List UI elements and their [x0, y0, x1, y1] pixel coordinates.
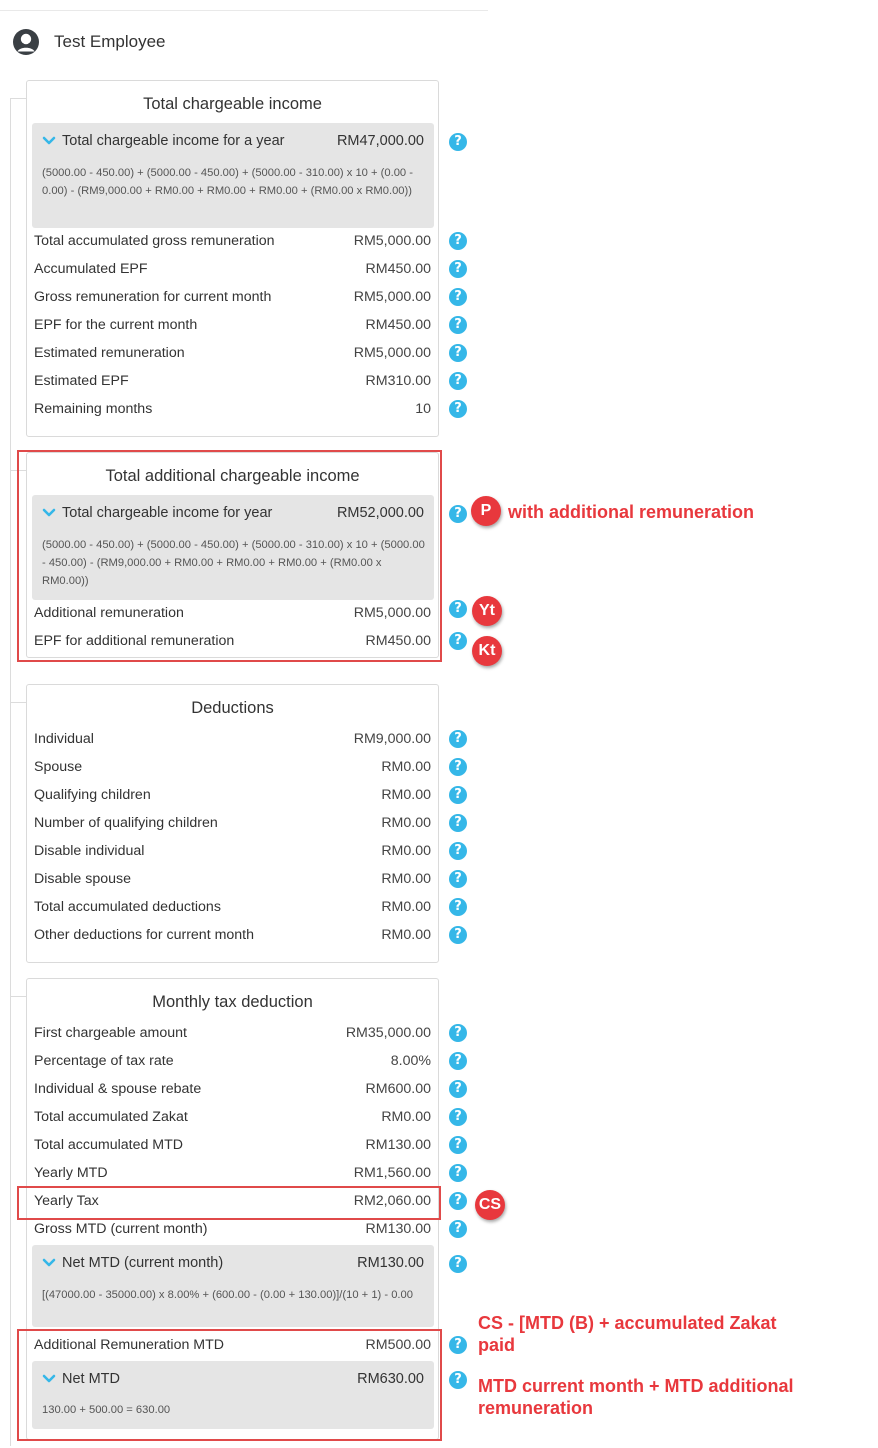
row-spouse — [34, 759, 431, 775]
row-label: EPF for the current month — [34, 317, 198, 333]
row-label: Total accumulated Zakat — [34, 1109, 188, 1125]
group-header[interactable] — [42, 133, 424, 149]
row-value: RM9,000.00 — [353, 731, 431, 747]
row-gross-current-month — [34, 289, 431, 305]
row-label: Estimated remuneration — [34, 345, 185, 361]
row-label: Qualifying children — [34, 787, 151, 803]
help-icon[interactable]: ? — [449, 814, 467, 832]
row-disable-individual — [34, 843, 431, 859]
row-label: Gross MTD (current month) — [34, 1221, 208, 1237]
chevron-down-icon[interactable] — [42, 136, 56, 146]
row-label: Individual — [34, 731, 94, 747]
row-disable-spouse — [34, 871, 431, 887]
row-label: Total accumulated gross remuneration — [34, 233, 275, 249]
row-label: Yearly Tax — [34, 1193, 99, 1209]
user-circle-icon — [12, 28, 40, 56]
help-icon[interactable]: ? — [449, 842, 467, 860]
annotation-note-p: with additional remuneration — [508, 502, 755, 522]
row-label: Number of qualifying children — [34, 815, 218, 831]
help-icon[interactable]: ? — [449, 870, 467, 888]
help-icon[interactable]: ? — [449, 730, 467, 748]
help-icon[interactable]: ? — [449, 926, 467, 944]
help-icon[interactable]: ? — [449, 1164, 467, 1182]
row-percentage-tax-rate — [34, 1053, 431, 1069]
row-label: Remaining months — [34, 401, 153, 417]
help-icon[interactable]: ? — [449, 632, 467, 650]
chevron-down-icon[interactable] — [42, 1258, 56, 1268]
row-total-accumulated-mtd — [34, 1137, 431, 1153]
group-chargeable-year[interactable] — [32, 123, 434, 228]
annotation-badge-cs: CS — [475, 1190, 505, 1220]
row-label: First chargeable amount — [34, 1025, 187, 1041]
row-other-deductions — [34, 927, 431, 943]
group-label: Total chargeable income for a year — [62, 133, 285, 149]
help-icon[interactable]: ? — [449, 758, 467, 776]
tree-tick — [10, 98, 26, 99]
group-label: Total chargeable income for year — [62, 505, 273, 521]
top-divider — [0, 10, 488, 11]
row-value: RM5,000.00 — [353, 233, 431, 249]
row-value: RM130.00 — [365, 1221, 431, 1237]
row-label: Other deductions for current month — [34, 927, 255, 943]
row-accumulated-gross — [34, 233, 431, 249]
card-title: Total chargeable income — [143, 95, 322, 113]
row-value: RM600.00 — [365, 1081, 431, 1097]
help-icon[interactable]: ? — [449, 1136, 467, 1154]
help-icon[interactable]: ? — [449, 1080, 467, 1098]
row-label: Additional Remuneration MTD — [34, 1337, 225, 1353]
card-chargeable-income — [26, 80, 439, 437]
row-qualifying-children — [34, 787, 431, 803]
row-yearly-mtd — [34, 1165, 431, 1181]
row-value: 8.00% — [390, 1053, 431, 1069]
row-value: RM0.00 — [381, 871, 431, 887]
group-label: Net MTD (current month) — [62, 1255, 224, 1271]
row-value: RM5,000.00 — [353, 345, 431, 361]
annotation-badge-p: P — [471, 496, 501, 526]
row-label: Individual & spouse rebate — [34, 1081, 202, 1097]
group-header[interactable] — [42, 1255, 424, 1271]
group-value: RM47,000.00 — [336, 133, 424, 149]
row-value: RM450.00 — [365, 317, 431, 333]
help-icon[interactable]: ? — [449, 1255, 467, 1273]
highlight-additional-income — [17, 450, 442, 662]
help-icon[interactable]: ? — [449, 400, 467, 418]
row-label: Yearly MTD — [34, 1165, 108, 1181]
row-number-qualifying-children — [34, 815, 431, 831]
annotation-badge-kt: Kt — [472, 636, 502, 666]
help-icon[interactable]: ? — [449, 505, 467, 523]
row-value: RM0.00 — [381, 843, 431, 859]
row-label: Disable individual — [34, 843, 145, 859]
card-title: Deductions — [191, 699, 274, 717]
help-icon[interactable]: ? — [449, 133, 467, 151]
row-label: Total accumulated MTD — [34, 1137, 184, 1153]
employee-name: Test Employee — [54, 32, 166, 51]
row-value: RM5,000.00 — [353, 605, 431, 621]
tree-tick — [10, 702, 26, 703]
row-value: RM35,000.00 — [345, 1025, 431, 1041]
row-value: 10 — [415, 401, 431, 417]
group-formula: (5000.00 - 450.00) + (5000.00 - 450.00) + (5000.00 - 310.00) x 10 + (5000.00 - 450.00) - (RM9,000.00 + RM0.00 + RM0.00 + RM0.00 + (RM0.00 x RM0.00)) — [42, 539, 425, 587]
row-label: Total accumulated deductions — [34, 899, 221, 915]
row-value: RM5,000.00 — [353, 289, 431, 305]
card-deductions — [26, 684, 439, 963]
row-value: RM450.00 — [365, 261, 431, 277]
row-total-accumulated-zakat — [34, 1109, 431, 1125]
row-value: RM2,060.00 — [353, 1193, 431, 1209]
help-icon[interactable]: ? — [449, 1220, 467, 1238]
employee-header — [12, 28, 166, 56]
card-title: Monthly tax deduction — [152, 993, 313, 1011]
row-total-accumulated-deductions — [34, 899, 431, 915]
row-label: Percentage of tax rate — [34, 1053, 174, 1069]
row-value: RM1,560.00 — [353, 1165, 431, 1181]
help-icon[interactable]: ? — [449, 372, 467, 390]
tree-line — [10, 98, 11, 1446]
row-estimated-epf — [34, 373, 431, 389]
help-icon[interactable]: ? — [449, 316, 467, 334]
help-icon[interactable]: ? — [449, 1052, 467, 1070]
annotation-note-cs: CS - [MTD (B) + accumulated Zakat paid — [478, 1313, 777, 1355]
row-label: Estimated EPF — [34, 373, 129, 389]
row-first-chargeable-amount — [34, 1025, 431, 1041]
row-label: EPF for additional remuneration — [34, 633, 235, 649]
help-icon[interactable]: ? — [449, 1108, 467, 1126]
row-value: RM0.00 — [381, 815, 431, 831]
row-value: RM0.00 — [381, 1109, 431, 1125]
help-icon[interactable]: ? — [449, 898, 467, 916]
row-value: RM130.00 — [365, 1137, 431, 1153]
group-value: RM130.00 — [357, 1255, 424, 1271]
row-individual-spouse-rebate — [34, 1081, 431, 1097]
row-label: Additional remuneration — [34, 605, 184, 621]
help-icon[interactable]: ? — [449, 1024, 467, 1042]
highlight-yearly-tax — [17, 1186, 441, 1220]
row-gross-mtd — [34, 1221, 431, 1237]
help-icon[interactable]: ? — [449, 232, 467, 250]
row-label: Gross remuneration for current month — [34, 289, 272, 305]
group-label: Net MTD — [62, 1371, 120, 1387]
help-icon[interactable]: ? — [449, 786, 467, 804]
help-icon[interactable]: ? — [449, 260, 467, 278]
row-value: RM450.00 — [365, 633, 431, 649]
help-icon[interactable]: ? — [449, 344, 467, 362]
highlight-net-mtd — [17, 1329, 442, 1441]
group-formula: [(47000.00 - 35000.00) x 8.00% + (600.00 - (0.00 + 130.00)]/(10 + 1) - 0.00 — [42, 1289, 413, 1301]
help-icon[interactable]: ? — [449, 1192, 467, 1210]
row-accumulated-epf — [34, 261, 431, 277]
group-net-mtd-current[interactable] — [32, 1245, 434, 1327]
row-estimated-remuneration — [34, 345, 431, 361]
row-value: RM0.00 — [381, 759, 431, 775]
row-value: RM500.00 — [365, 1337, 431, 1353]
group-formula: (5000.00 - 450.00) + (5000.00 - 450.00) + (5000.00 - 310.00) x 10 + (0.00 - 0.00) - (RM9,000.00 + RM0.00 + RM0.00 + RM0.00 + (RM0.00 x RM0.00)) — [42, 167, 413, 197]
row-label: Disable spouse — [34, 871, 132, 887]
row-label: Spouse — [34, 759, 83, 775]
row-value: RM0.00 — [381, 899, 431, 915]
help-icon[interactable]: ? — [449, 288, 467, 306]
help-icon[interactable]: ? — [449, 600, 467, 618]
row-epf-current-month — [34, 317, 431, 333]
row-value: RM0.00 — [381, 927, 431, 943]
annotation-note-mtd: MTD current month + MTD additional remuneration — [478, 1376, 794, 1418]
annotation-badge-yt: Yt — [472, 596, 502, 626]
group-value: RM630.00 — [357, 1371, 424, 1387]
row-value: RM0.00 — [381, 787, 431, 803]
row-value: RM310.00 — [365, 373, 431, 389]
tree-tick — [10, 996, 26, 997]
group-value: RM52,000.00 — [336, 505, 424, 521]
card-title: Total additional chargeable income — [105, 467, 360, 485]
help-icon[interactable]: ? — [449, 1371, 467, 1389]
group-formula: 130.00 + 500.00 = 630.00 — [42, 1404, 171, 1416]
help-icon[interactable]: ? — [449, 1336, 467, 1354]
row-individual — [34, 731, 431, 747]
row-label: Accumulated EPF — [34, 261, 148, 277]
row-remaining-months — [34, 401, 431, 417]
